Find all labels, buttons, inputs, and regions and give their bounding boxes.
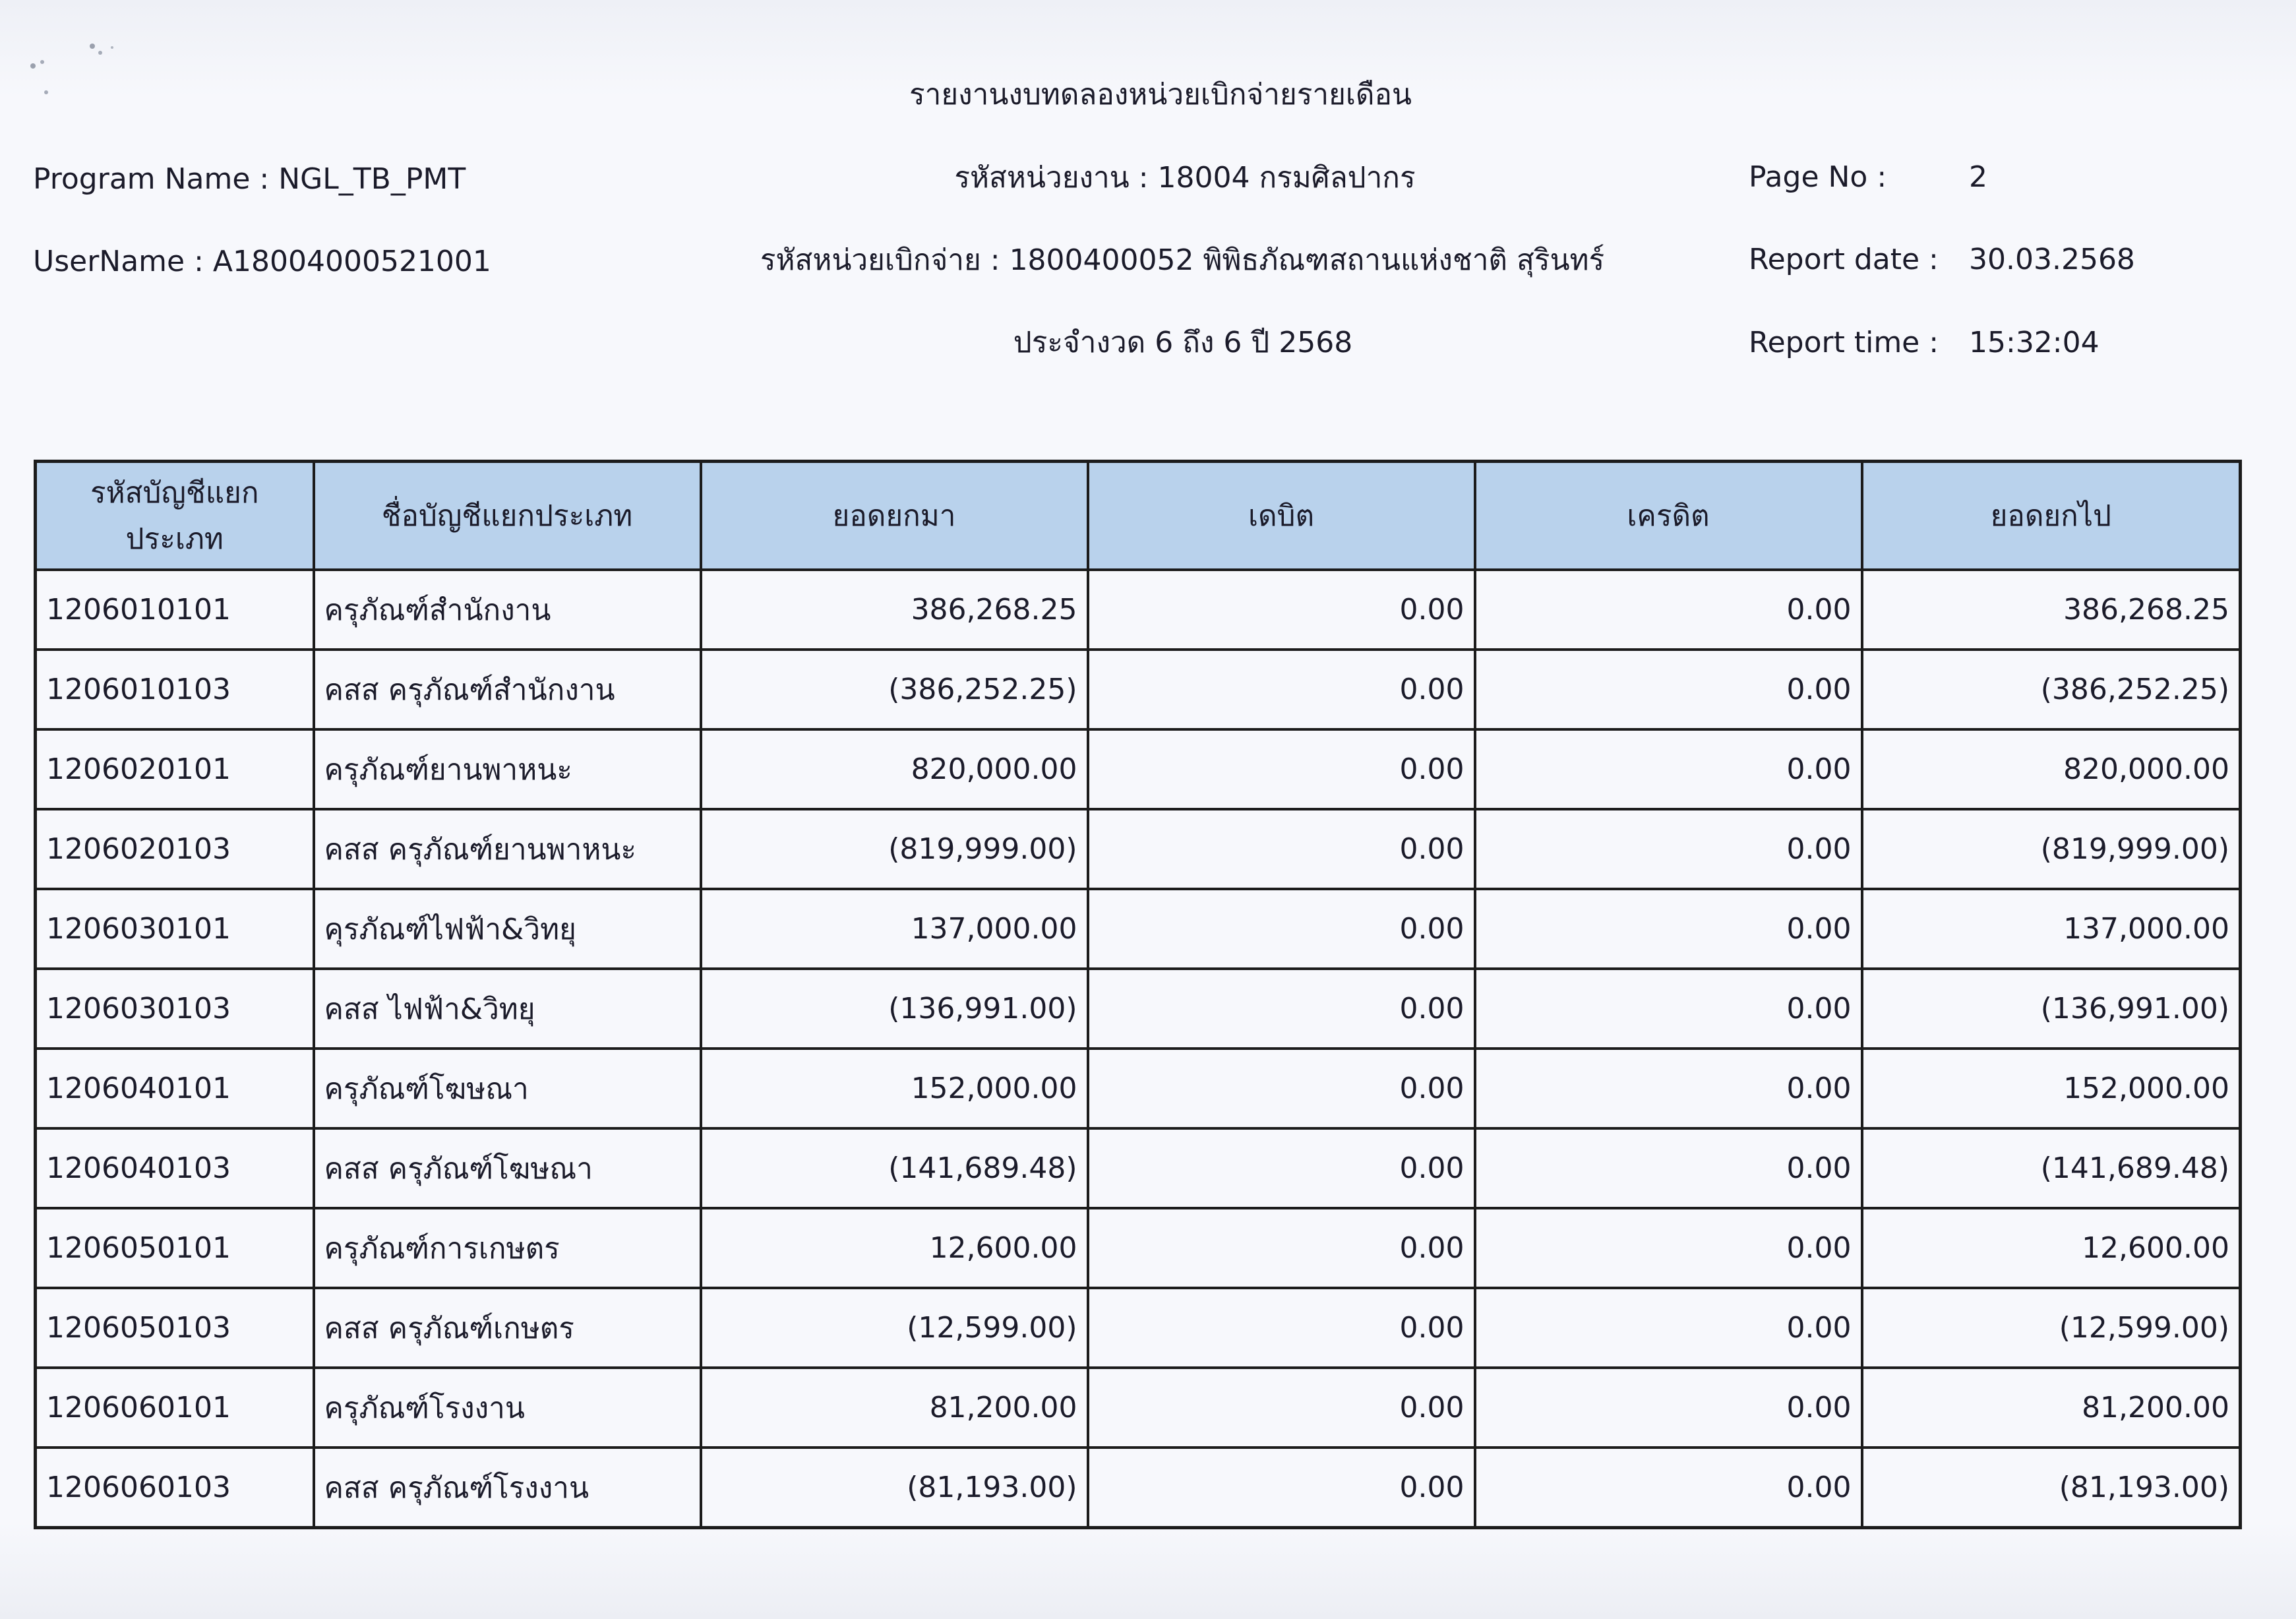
carried-forward-cell: (141,689.48) <box>1862 1128 2241 1208</box>
debit-cell: 0.00 <box>1088 889 1475 969</box>
table-row <box>36 650 2241 729</box>
account-name-cell: คสส ครุภัณฑ์โฆษณา <box>314 1128 701 1208</box>
brought-forward-cell: 820,000.00 <box>701 729 1088 809</box>
carried-forward-cell: 386,268.25 <box>1862 570 2241 650</box>
carried-forward-cell: (386,252.25) <box>1862 650 2241 729</box>
brought-forward-cell: (81,193.00) <box>701 1448 1088 1528</box>
program-name: Program Name : NGL_TB_PMT <box>33 162 466 196</box>
table-row <box>36 1448 2241 1528</box>
table-row <box>36 729 2241 809</box>
debit-cell: 0.00 <box>1088 729 1475 809</box>
agency-code: รหัสหน่วยงาน : 18004 กรมศิลปากร <box>954 161 1416 195</box>
account-code-cell: 1206010103 <box>36 650 314 729</box>
brought-forward-cell: 137,000.00 <box>701 889 1088 969</box>
debit-cell: 0.00 <box>1088 570 1475 650</box>
credit-cell: 0.00 <box>1475 889 1862 969</box>
brought-forward-cell: 81,200.00 <box>701 1368 1088 1448</box>
credit-cell: 0.00 <box>1475 1128 1862 1208</box>
carried-forward-cell: 152,000.00 <box>1862 1049 2241 1128</box>
account-name-cell: คุรภัณฑ์ไฟฟ้า&วิทยุ <box>314 889 701 969</box>
col-header-account-code: รหัสบัญชีแยกประเภท <box>36 462 314 570</box>
debit-cell: 0.00 <box>1088 650 1475 729</box>
report-time-value: 15:32:04 <box>1969 326 2100 359</box>
carried-forward-cell: (81,193.00) <box>1862 1448 2241 1528</box>
brought-forward-cell: (136,991.00) <box>701 969 1088 1049</box>
trial-balance-table <box>34 460 2242 1529</box>
report-date-value: 30.03.2568 <box>1969 243 2135 276</box>
carried-forward-cell: 820,000.00 <box>1862 729 2241 809</box>
table-row <box>36 570 2241 650</box>
account-code-cell: 1206040101 <box>36 1049 314 1128</box>
table-row <box>36 1208 2241 1288</box>
account-name-cell: ครุภัณฑ์การเกษตร <box>314 1208 701 1288</box>
carried-forward-cell: (12,599.00) <box>1862 1288 2241 1368</box>
credit-cell: 0.00 <box>1475 1368 1862 1448</box>
report-time-label: Report time : <box>1749 326 1939 359</box>
account-name-cell: คสส ครุภัณฑ์เกษตร <box>314 1288 701 1368</box>
credit-cell: 0.00 <box>1475 809 1862 889</box>
account-code-cell: 1206010101 <box>36 570 314 650</box>
account-code-cell: 1206030103 <box>36 969 314 1049</box>
debit-cell: 0.00 <box>1088 1368 1475 1448</box>
col-header-account-name: ชื่อบัญชีแยกประเภท <box>314 462 701 570</box>
account-code-cell: 1206020103 <box>36 809 314 889</box>
account-name-cell: คสส ครุภัณฑ์สำนักงาน <box>314 650 701 729</box>
table-row <box>36 1368 2241 1448</box>
brought-forward-cell: (819,999.00) <box>701 809 1088 889</box>
debit-cell: 0.00 <box>1088 1208 1475 1288</box>
username: UserName : A18004000521001 <box>33 245 491 278</box>
col-header-carried-forward: ยอดยกไป <box>1862 462 2241 570</box>
account-name-cell: ครุภัณฑ์สำนักงาน <box>314 570 701 650</box>
table-row <box>36 1049 2241 1128</box>
scan-specks <box>26 40 132 106</box>
account-name-cell: ครุภัณฑ์โฆษณา <box>314 1049 701 1128</box>
debit-cell: 0.00 <box>1088 969 1475 1049</box>
col-header-brought-forward: ยอดยกมา <box>701 462 1088 570</box>
carried-forward-cell: 12,600.00 <box>1862 1208 2241 1288</box>
carried-forward-cell: (136,991.00) <box>1862 969 2241 1049</box>
account-code-cell: 1206040103 <box>36 1128 314 1208</box>
account-code-cell: 1206020101 <box>36 729 314 809</box>
carried-forward-cell: 137,000.00 <box>1862 889 2241 969</box>
debit-cell: 0.00 <box>1088 1128 1475 1208</box>
table-row <box>36 809 2241 889</box>
carried-forward-cell: (819,999.00) <box>1862 809 2241 889</box>
table-row <box>36 1288 2241 1368</box>
credit-cell: 0.00 <box>1475 1448 1862 1528</box>
account-code-cell: 1206030101 <box>36 889 314 969</box>
credit-cell: 0.00 <box>1475 1288 1862 1368</box>
debit-cell: 0.00 <box>1088 1448 1475 1528</box>
account-code-cell: 1206050101 <box>36 1208 314 1288</box>
account-code-cell: 1206060101 <box>36 1368 314 1448</box>
debit-cell: 0.00 <box>1088 809 1475 889</box>
debit-cell: 0.00 <box>1088 1049 1475 1128</box>
table-row <box>36 1128 2241 1208</box>
brought-forward-cell: (141,689.48) <box>701 1128 1088 1208</box>
account-name-cell: ครุภัณฑ์โรงงาน <box>314 1368 701 1448</box>
col-header-debit: เดบิต <box>1088 462 1475 570</box>
account-code-cell: 1206050103 <box>36 1288 314 1368</box>
account-code-cell: 1206060103 <box>36 1448 314 1528</box>
table-header-row <box>36 462 2241 570</box>
credit-cell: 0.00 <box>1475 650 1862 729</box>
brought-forward-cell: 152,000.00 <box>701 1049 1088 1128</box>
account-name-cell: คสส ครุภัณฑ์โรงงาน <box>314 1448 701 1528</box>
brought-forward-cell: 386,268.25 <box>701 570 1088 650</box>
disbursement-unit: รหัสหน่วยเบิกจ่าย : 1800400052 พิพิธภัณฑสถานแห่งชาติ สุรินทร์ <box>760 243 1605 277</box>
table-row <box>36 889 2241 969</box>
brought-forward-cell: 12,600.00 <box>701 1208 1088 1288</box>
account-name-cell: คสส ไฟฟ้า&วิทยุ <box>314 969 701 1049</box>
table-row <box>36 969 2241 1049</box>
period: ประจำงวด 6 ถึง 6 ปี 2568 <box>1013 326 1353 359</box>
credit-cell: 0.00 <box>1475 1049 1862 1128</box>
report-title: รายงานงบทดลองหน่วยเบิกจ่ายรายเดือน <box>909 78 1412 111</box>
credit-cell: 0.00 <box>1475 570 1862 650</box>
account-name-cell: คสส ครุภัณฑ์ยานพาหนะ <box>314 809 701 889</box>
brought-forward-cell: (386,252.25) <box>701 650 1088 729</box>
credit-cell: 0.00 <box>1475 729 1862 809</box>
page-no-label: Page No : <box>1749 160 1887 194</box>
debit-cell: 0.00 <box>1088 1288 1475 1368</box>
col-header-credit: เครดิต <box>1475 462 1862 570</box>
brought-forward-cell: (12,599.00) <box>701 1288 1088 1368</box>
page-no-value: 2 <box>1969 160 1987 194</box>
credit-cell: 0.00 <box>1475 1208 1862 1288</box>
carried-forward-cell: 81,200.00 <box>1862 1368 2241 1448</box>
report-date-label: Report date : <box>1749 243 1939 276</box>
credit-cell: 0.00 <box>1475 969 1862 1049</box>
account-name-cell: ครุภัณฑ์ยานพาหนะ <box>314 729 701 809</box>
